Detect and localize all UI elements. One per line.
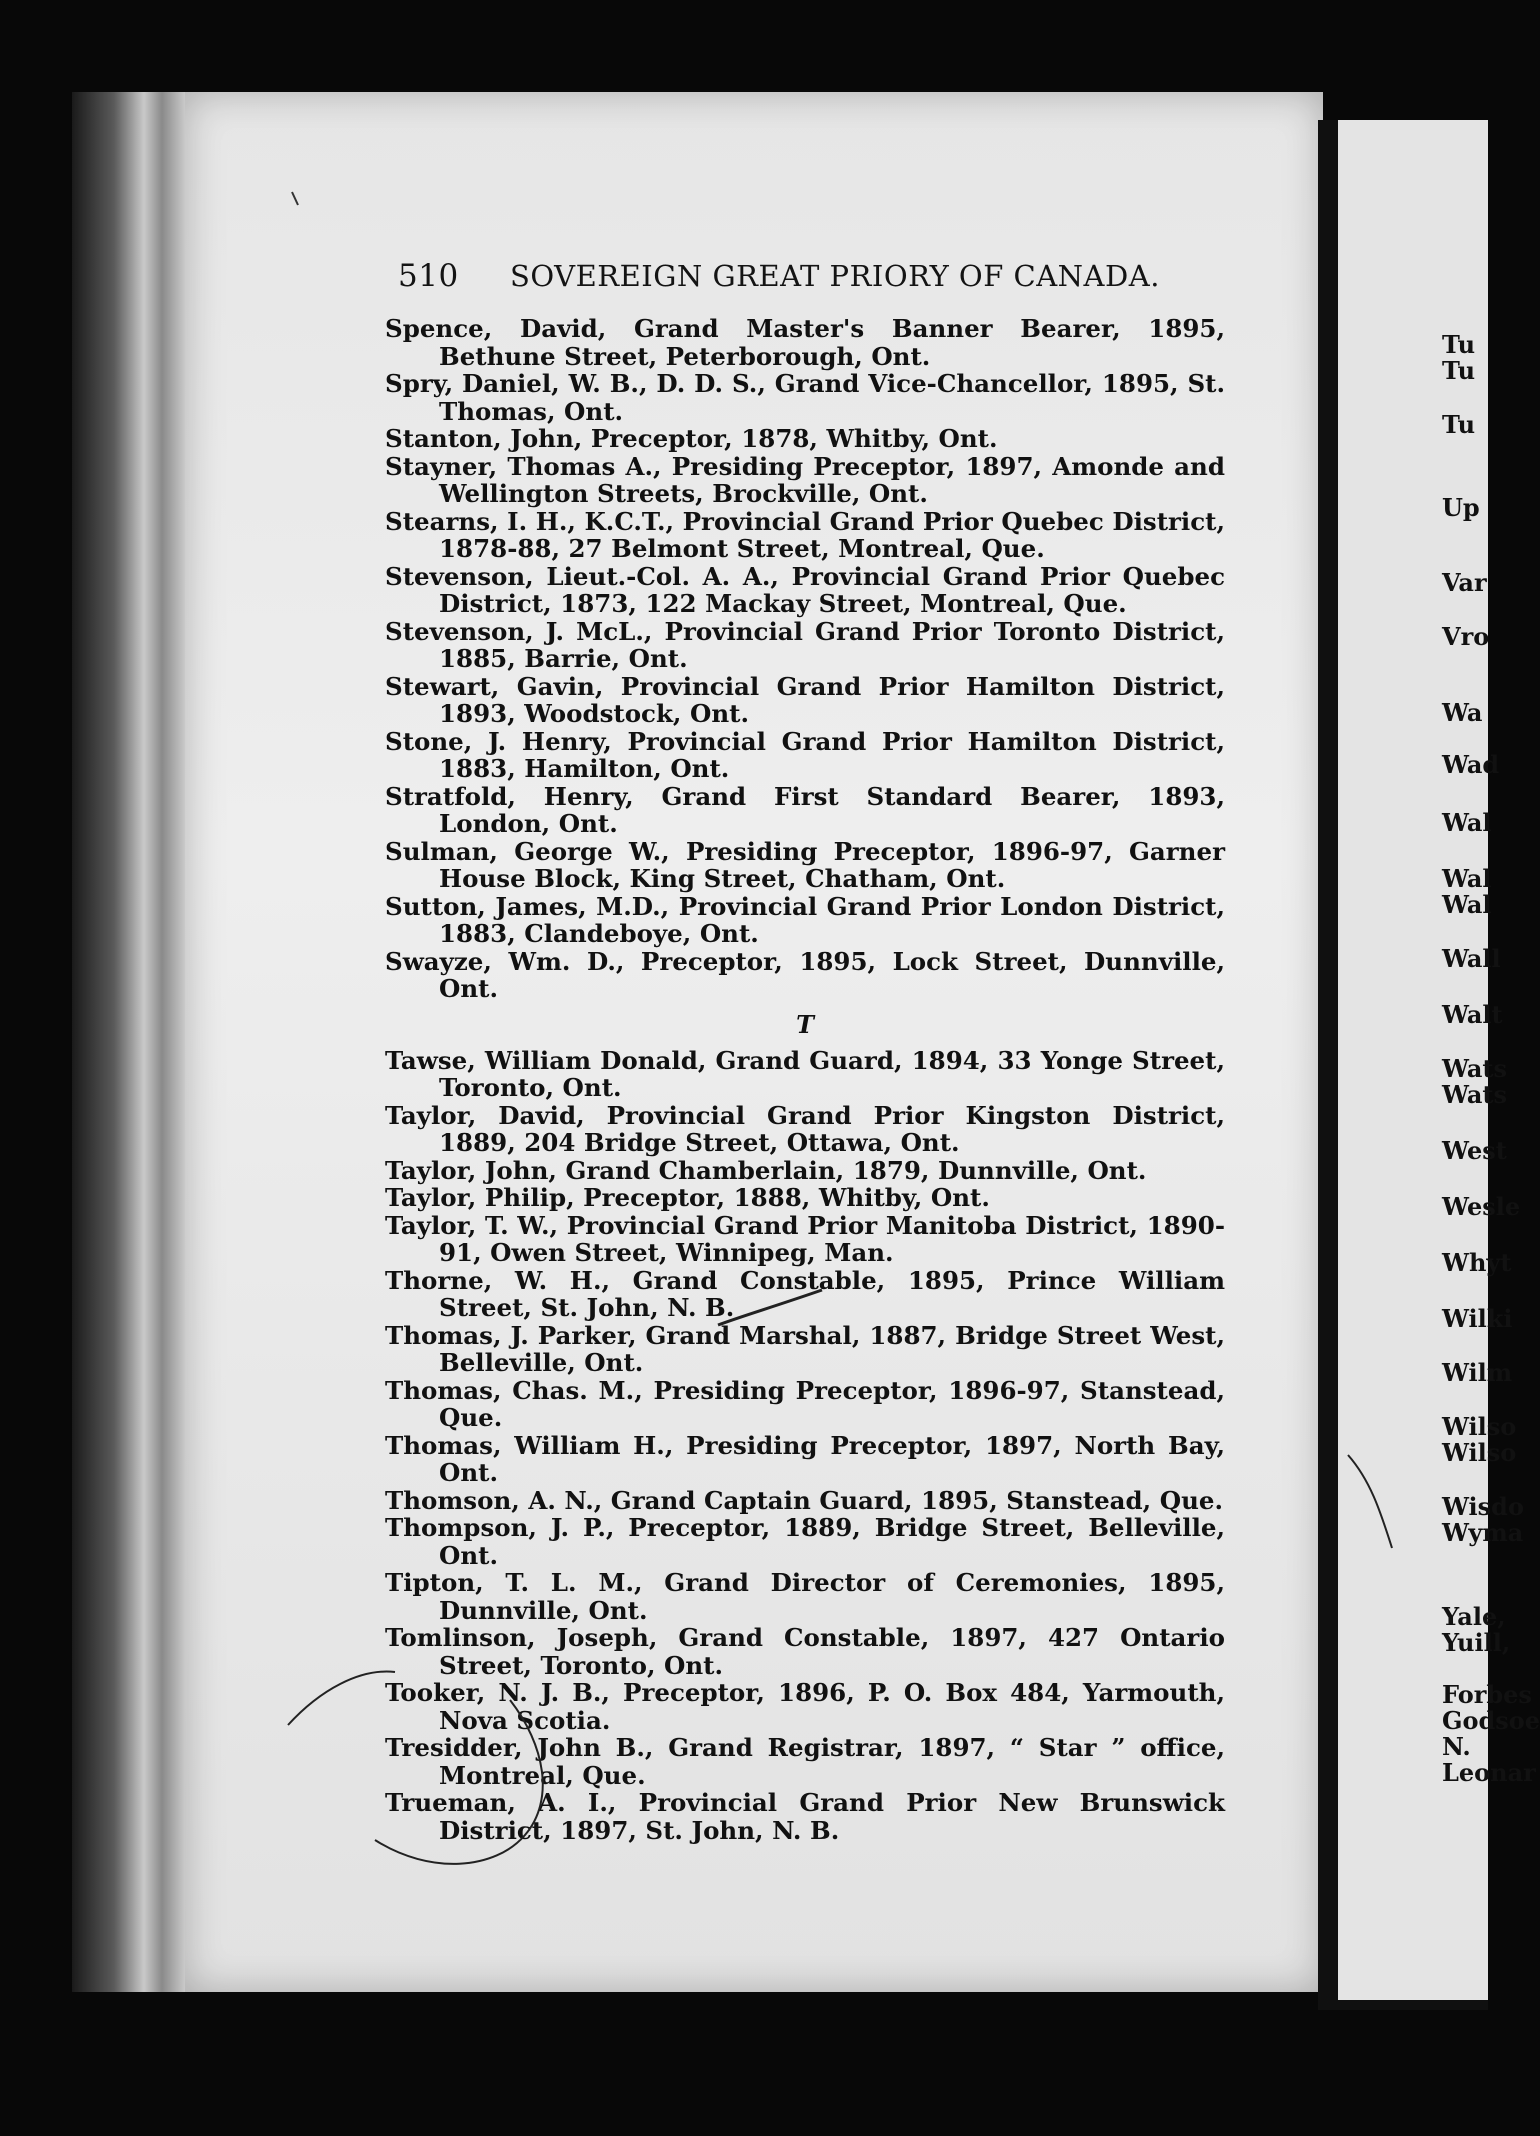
facing-fragment: West bbox=[1442, 1136, 1507, 1165]
facing-fragment: N. bbox=[1442, 1732, 1471, 1761]
list-item: Stanton, John, Preceptor, 1878, Whitby, Ont. bbox=[385, 424, 998, 453]
facing-fragment: Wesle bbox=[1442, 1192, 1521, 1221]
facing-fragment: Wad bbox=[1442, 750, 1500, 779]
list-item: Tomlinson, Joseph, Grand Constable, 1897, 427 Ontario Street, Toronto, Ont. bbox=[385, 1623, 1225, 1680]
list-item: Thompson, J. P., Preceptor, 1889, Bridge Street, Belleville, Ont. bbox=[385, 1513, 1225, 1570]
list-item: Stearns, I. H., K.C.T., Provincial Grand Prior Quebec District, 1878-88, 27 Belmont Street, Montreal, Que. bbox=[385, 506, 1225, 563]
list-item: Stevenson, Lieut.-Col. A. A., Provincial Grand Prior Quebec District, 1873, 122 Mackay Street, Montreal, Que. bbox=[385, 561, 1225, 618]
list-item: Spry, Daniel, W. B., D. D. S., Grand Vice-Chancellor, 1895, St. Thomas, Ont. bbox=[385, 369, 1225, 426]
facing-fragment: Yale, bbox=[1442, 1602, 1506, 1631]
list-item: Spence, David, Grand Master's Banner Bearer, 1895, Bethune Street, Peterborough, Ont. bbox=[385, 314, 1225, 371]
list-item: Taylor, Philip, Preceptor, 1888, Whitby, Ont. bbox=[385, 1183, 990, 1212]
facing-fragment: Tu bbox=[1442, 330, 1476, 359]
list-item: Stayner, Thomas A., Presiding Preceptor, 1897, Amonde and Wellington Streets, Brockville, Ont. bbox=[385, 451, 1225, 508]
facing-fragment: Tu bbox=[1442, 356, 1476, 385]
section-heading-t: T bbox=[796, 1009, 814, 1039]
list-item: Taylor, John, Grand Chamberlain, 1879, Dunnville, Ont. bbox=[385, 1155, 1147, 1185]
facing-fragment: Wyma bbox=[1442, 1518, 1524, 1547]
list-item: Tresidder, John B., Grand Registrar, 1897, “ Star ” office, Montreal, Que. bbox=[385, 1733, 1225, 1790]
facing-fragment: Wa bbox=[1442, 698, 1483, 727]
section-s bbox=[385, 315, 1225, 1003]
facing-fragment: Var bbox=[1442, 568, 1487, 597]
facing-fragment: Wisdo bbox=[1442, 1492, 1524, 1521]
facing-fragment: Wal bbox=[1442, 808, 1492, 837]
running-title: SOVEREIGN GREAT PRIORY OF CANADA. bbox=[510, 259, 1160, 293]
list-item: Thomas, William H., Presiding Preceptor, 1897, North Bay, Ont. bbox=[385, 1430, 1225, 1487]
facing-fragment: Wats bbox=[1442, 1080, 1508, 1109]
facing-fragment: Wilki bbox=[1442, 1304, 1513, 1333]
directory-entries bbox=[385, 315, 1225, 1844]
list-item: Tawse, William Donald, Grand Guard, 1894, 33 Yonge Street, Toronto, Ont. bbox=[385, 1045, 1225, 1102]
list-item: Thorne, W. H., Grand Constable, 1895, Prince William Street, St. John, N. B. bbox=[385, 1265, 1225, 1322]
page-number: 510 bbox=[398, 258, 459, 294]
facing-fragment: Walt bbox=[1442, 1000, 1503, 1029]
facing-fragment: Wats bbox=[1442, 1054, 1508, 1083]
facing-fragment: Yuill, bbox=[1442, 1628, 1511, 1657]
facing-fragment: Vro bbox=[1442, 622, 1490, 651]
facing-page-column bbox=[1442, 0, 1540, 2136]
list-item: Trueman, A. I., Provincial Grand Prior New Brunswick District, 1897, St. John, N. B. bbox=[385, 1788, 1225, 1845]
facing-fragment: Wilm bbox=[1442, 1358, 1513, 1387]
facing-fragment: Leonar bbox=[1442, 1758, 1536, 1787]
facing-fragment: Wilso bbox=[1442, 1412, 1517, 1441]
facing-fragment: Whyt bbox=[1442, 1248, 1512, 1277]
facing-fragment: Godsoe bbox=[1442, 1706, 1540, 1735]
list-item: Tooker, N. J. B., Preceptor, 1896, P. O. Box 484, Yarmouth, Nova Scotia. bbox=[385, 1678, 1225, 1735]
list-item: Taylor, David, Provincial Grand Prior Kingston District, 1889, 204 Bridge Street, Ottawa, Ont. bbox=[385, 1100, 1225, 1157]
list-item: Thomson, A. N., Grand Captain Guard, 1895, Stanstead, Que. bbox=[385, 1485, 1224, 1515]
page-header bbox=[398, 258, 1218, 294]
facing-fragment: Wilso bbox=[1442, 1438, 1517, 1467]
list-item: Taylor, T. W., Provincial Grand Prior Manitoba District, 1890-91, Owen Street, Winnipeg, Man. bbox=[385, 1210, 1225, 1267]
facing-fragment: Wal bbox=[1442, 864, 1492, 893]
facing-fragment: Forbes bbox=[1442, 1680, 1532, 1709]
list-item: Sutton, James, M.D., Provincial Grand Prior London District, 1883, Clandeboye, Ont. bbox=[385, 891, 1225, 948]
list-item: Thomas, Chas. M., Presiding Preceptor, 1896-97, Stanstead, Que. bbox=[385, 1375, 1225, 1432]
facing-fragment: Up bbox=[1442, 493, 1480, 522]
facing-fragment: Wal bbox=[1442, 890, 1492, 919]
list-item: Swayze, Wm. D., Preceptor, 1895, Lock Street, Dunnville, Ont. bbox=[385, 946, 1225, 1003]
list-item: Stratfold, Henry, Grand First Standard Bearer, 1893, London, Ont. bbox=[385, 781, 1225, 838]
book-binding-edge bbox=[72, 92, 192, 1992]
list-item: Stone, J. Henry, Provincial Grand Prior Hamilton District, 1883, Hamilton, Ont. bbox=[385, 726, 1225, 783]
facing-fragment: Wall bbox=[1442, 944, 1501, 973]
section-t bbox=[385, 1047, 1225, 1845]
list-item: Tipton, T. L. M., Grand Director of Ceremonies, 1895, Dunnville, Ont. bbox=[385, 1568, 1225, 1625]
facing-fragment: Tu bbox=[1442, 410, 1476, 439]
list-item: Sulman, George W., Presiding Preceptor, 1896-97, Garner House Block, King Street, Chatham, Ont. bbox=[385, 836, 1225, 893]
list-item: Stevenson, J. McL., Provincial Grand Prior Toronto District, 1885, Barrie, Ont. bbox=[385, 616, 1225, 673]
list-item: Thomas, J. Parker, Grand Marshal, 1887, Bridge Street West, Belleville, Ont. bbox=[385, 1320, 1225, 1377]
list-item: Stewart, Gavin, Provincial Grand Prior Hamilton District, 1893, Woodstock, Ont. bbox=[385, 671, 1225, 728]
